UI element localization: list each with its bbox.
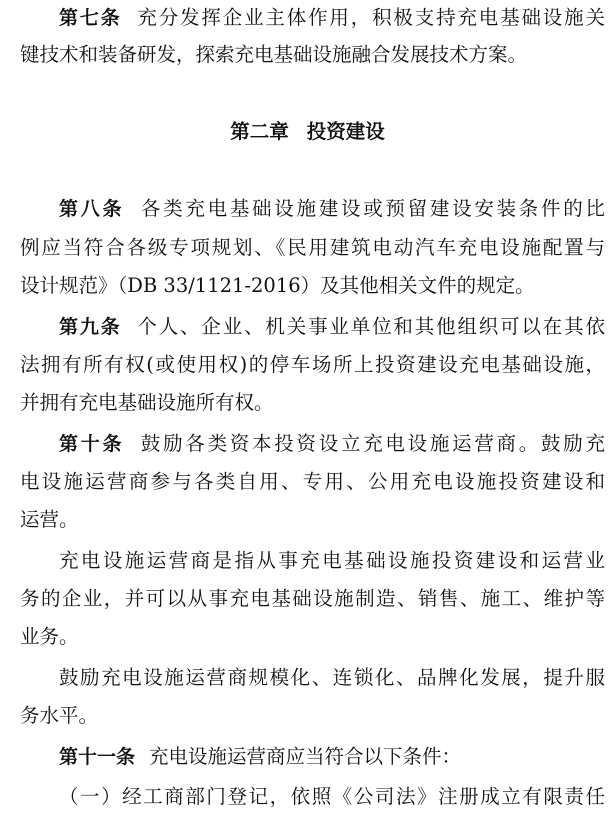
article-7-line-1	[59, 6, 605, 30]
article-9-label: 第九条	[59, 316, 122, 338]
article-9-line-1	[59, 315, 605, 339]
article-10-para-2-line-1: 充电设施运营商是指从事充电基础设施投资建设和运营业	[59, 549, 605, 572]
chapter-title: 投资建设	[306, 120, 385, 143]
article-8-label: 第八条	[59, 198, 125, 220]
chapter-heading	[0, 120, 615, 144]
article-11-item-1: （一）经工商部门登记，依照《公司法》注册成立有限责任	[59, 785, 605, 808]
article-11-line-1	[59, 745, 461, 769]
article-10-line-3: 运营。	[20, 508, 79, 531]
article-10-line-2: 电设施运营商参与各类自用、专用、公用充电设施投资建设和	[20, 470, 605, 493]
article-8-line-2: 例应当符合各级专项规划、《民用建筑电动汽车充电设施配置与	[20, 236, 605, 259]
article-7-line-2: 键技术和装备研发，探索充电基础设施融合发展技术方案。	[20, 43, 528, 66]
article-9-text-1: 个人、企业、机关事业单位和其他组织可以在其依	[135, 315, 605, 338]
article-10-para-3-line-1: 鼓励充电设施运营商规模化、连锁化、品牌化发展，提升服	[59, 666, 605, 689]
article-8-line-3: 设计规范》（DB 33/1121-2016）及其他相关文件的规定。	[20, 274, 535, 297]
article-7-label: 第七条	[59, 7, 122, 29]
article-10-text-1: 鼓励各类资本投资设立充电设施运营商。鼓励充	[138, 432, 605, 455]
article-10-para-2-line-2: 务的企业，并可以从事充电基础设施制造、销售、施工、维护等	[20, 587, 605, 610]
article-10-label: 第十条	[59, 433, 125, 455]
article-9-line-3: 并拥有充电基础设施所有权。	[20, 391, 274, 414]
article-8-text-1: 各类充电基础设施建设或预留建设安装条件的比	[138, 197, 605, 220]
article-11-text-1: 充电设施运营商应当符合以下条件：	[149, 745, 462, 768]
article-9-line-2: 法拥有所有权(或使用权)的停车场所上投资建设充电基础设施，	[20, 353, 605, 376]
article-10-para-2-line-3: 业务。	[20, 625, 79, 648]
article-10-line-1	[59, 432, 605, 456]
article-8-line-1	[59, 197, 605, 221]
article-7-text-1: 充分发挥企业主体作用，积极支持充电基础设施关	[135, 6, 605, 29]
chapter-number: 第二章	[230, 120, 289, 143]
article-10-para-3-line-2: 务水平。	[20, 704, 99, 727]
article-11-label: 第十一条	[59, 746, 136, 768]
